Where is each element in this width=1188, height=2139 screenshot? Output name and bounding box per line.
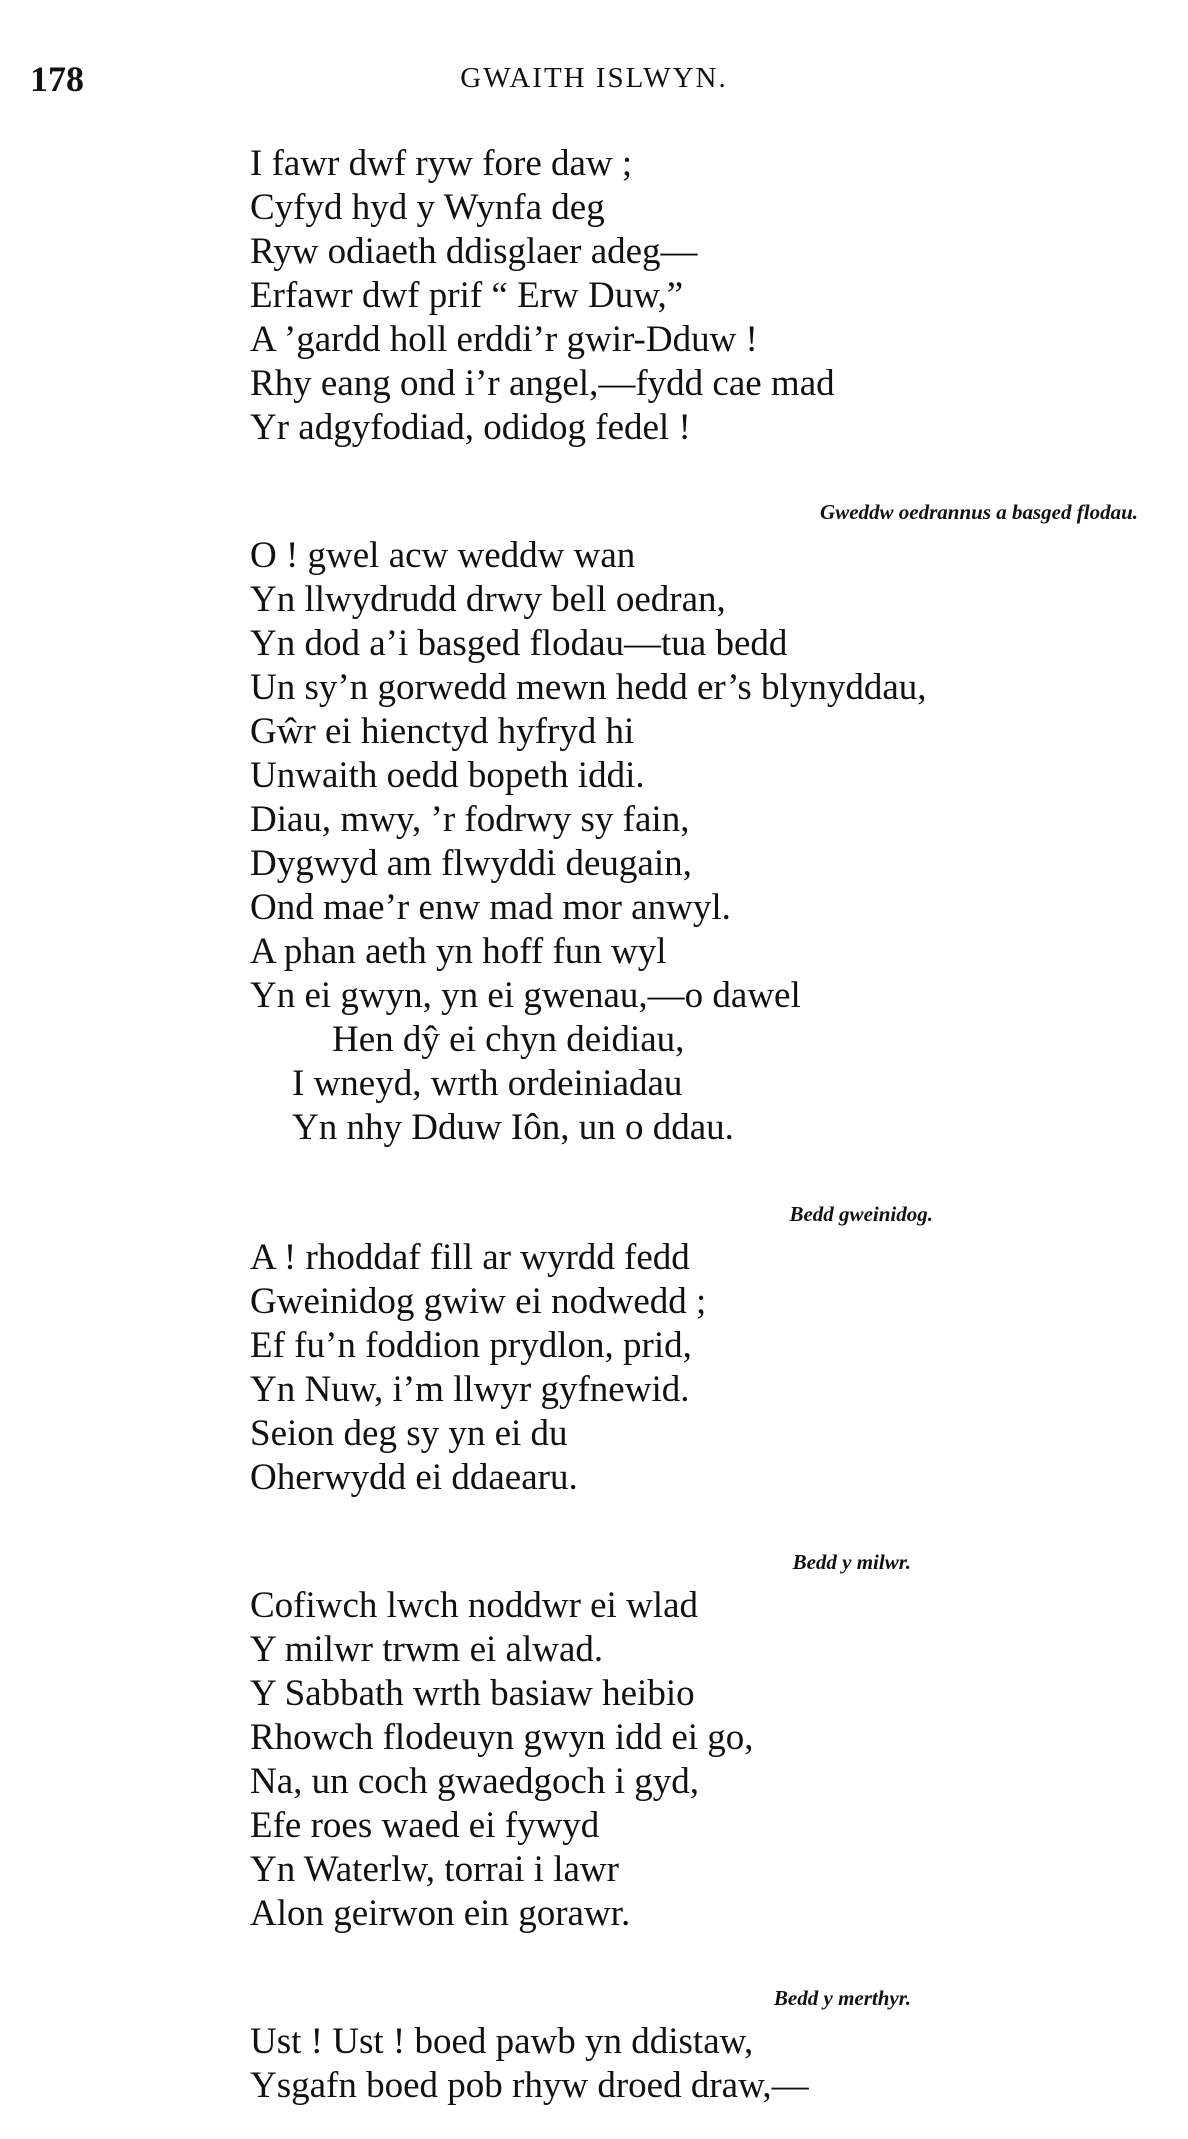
verse-line: Yn dod a’i basged flodau—tua bedd [250, 623, 788, 664]
verse-line: Hen dŷ ei chyn deidiau, [332, 1019, 685, 1060]
section-caption: Bedd gweinidog. [789, 1202, 933, 1226]
running-head: GWAITH ISLWYN. [460, 62, 728, 94]
verse-line: Seion deg sy yn ei du [250, 1413, 568, 1454]
verse-line: Un sy’n gorwedd mewn hedd er’s blynyddau, [250, 667, 927, 708]
verse-line: Yn llwydrudd drwy bell oedran, [250, 579, 726, 620]
verse-line: Alon geirwon ein gorawr. [250, 1893, 631, 1934]
verse-line: Oherwydd ei ddaearu. [250, 1457, 578, 1498]
section-caption: Gweddw oedrannus a basged flodau. [820, 500, 1138, 524]
verse-line: I wneyd, wrth ordeiniadau [292, 1063, 683, 1104]
verse-line: Dygwyd am flwyddi deugain, [250, 843, 692, 884]
verse-line: Gŵr ei hienctyd hyfryd hi [250, 711, 635, 752]
verse-line: Cofiwch lwch noddwr ei wlad [250, 1585, 699, 1626]
verse-line: I fawr dwf ryw fore daw ; [250, 143, 633, 184]
verse-line: Rhowch flodeuyn gwyn idd ei go, [250, 1717, 754, 1758]
verse-line: A ! rhoddaf fill ar wyrdd fedd [250, 1237, 690, 1278]
verse-line: Yn ei gwyn, yn ei gwenau,—o dawel [250, 975, 801, 1016]
verse-line: O ! gwel acw weddw wan [250, 535, 636, 576]
verse-line: Y milwr trwm ei alwad. [250, 1629, 604, 1670]
verse-line: A phan aeth yn hoff fun wyl [250, 931, 667, 972]
verse-line: Ysgafn boed pob rhyw droed draw,— [250, 2065, 809, 2106]
verse-line: Y Sabbath wrth basiaw heibio [250, 1673, 695, 1714]
page-number: 178 [30, 59, 84, 99]
verse-line: Yn Waterlw, torrai i lawr [250, 1849, 619, 1890]
verse-line: Yn nhy Dduw Iôn, un o ddau. [292, 1107, 734, 1148]
verse-line: Ust ! Ust ! boed pawb yn ddistaw, [250, 2021, 754, 2062]
verse-line: Diau, mwy, ’r fodrwy sy fain, [250, 799, 690, 840]
verse-line: Efe roes waed ei fywyd [250, 1805, 600, 1846]
verse-line: Gweinidog gwiw ei nodwedd ; [250, 1281, 707, 1322]
verse-line: Yr adgyfodiad, odidog fedel ! [250, 407, 691, 448]
verse-line: Ryw odiaeth ddisglaer adeg— [250, 231, 698, 272]
section-caption: Bedd y merthyr. [773, 1986, 911, 2010]
verse-line: Na, un coch gwaedgoch i gyd, [250, 1761, 700, 1802]
verse-line: Ef fu’n foddion prydlon, prid, [250, 1325, 692, 1366]
verse-line: Ond mae’r enw mad mor anwyl. [250, 887, 731, 928]
verse-line: Unwaith oedd bopeth iddi. [250, 755, 645, 796]
verse-line: Rhy eang ond i’r angel,—fydd cae mad [250, 363, 835, 404]
verse-line: Cyfyd hyd y Wynfa deg [250, 187, 605, 228]
verse-line: A ’gardd holl erddi’r gwir-Dduw ! [250, 319, 758, 360]
verse-line: Erfawr dwf prif “ Erw Duw,” [250, 275, 684, 316]
section-caption: Bedd y milwr. [792, 1550, 911, 1574]
verse-line: Yn Nuw, i’m llwyr gyfnewid. [250, 1369, 690, 1410]
